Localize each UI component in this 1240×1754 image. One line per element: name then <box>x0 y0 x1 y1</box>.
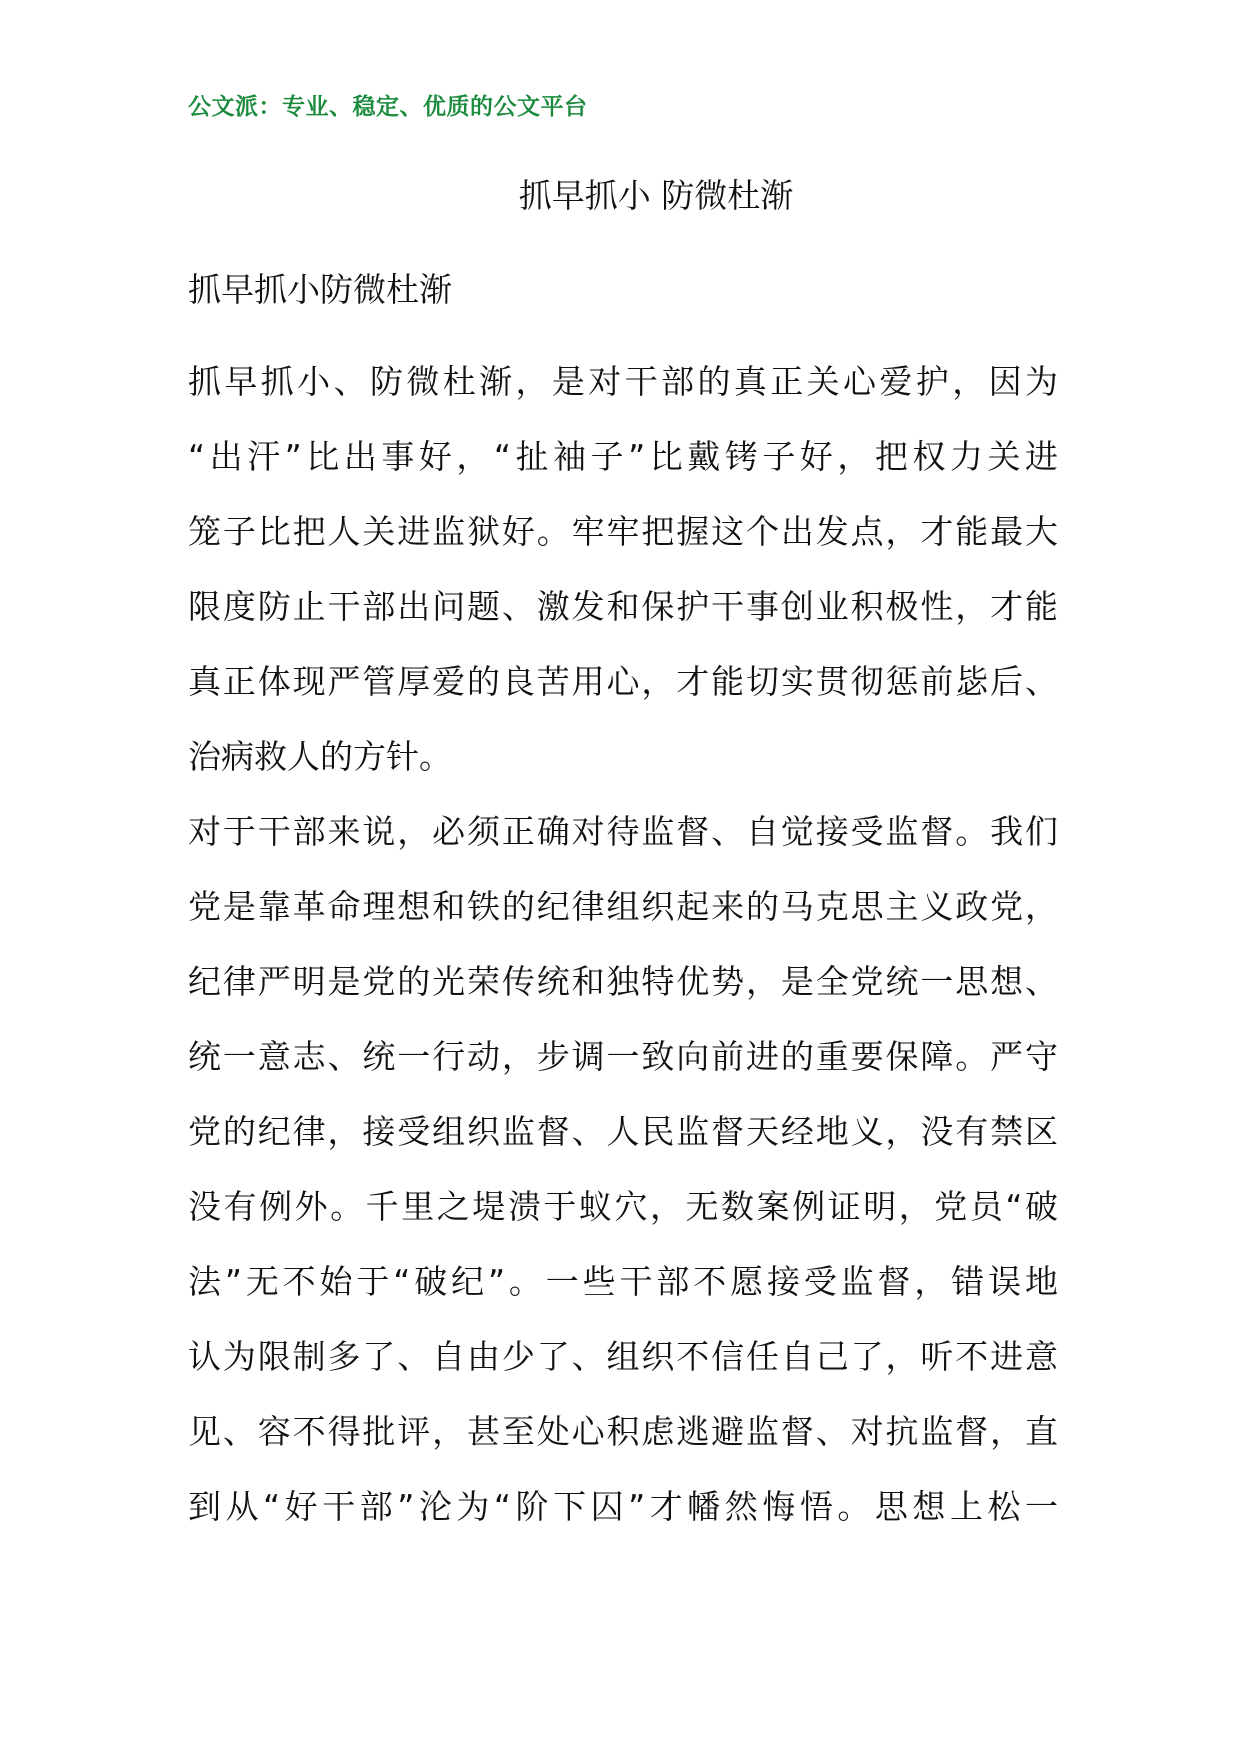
paragraph-line: 限度防止干部出问题、激发和保护干事创业积极性，才能 <box>188 587 1058 626</box>
platform-header-text: 公文派：专业、稳定、优质的公文平台 <box>188 94 588 120</box>
paragraph-line: 真正体现严管厚爱的良苦用心，才能切实贯彻惩前毖后、 <box>188 662 1058 701</box>
paragraph-line: 统一意志、统一行动，步调一致向前进的重要保障。严守 <box>188 1037 1058 1076</box>
paragraph-line: 治病救人的方针。 <box>188 737 452 776</box>
paragraph-line: 对于干部来说，必须正确对待监督、自觉接受监督。我们 <box>188 812 1058 851</box>
document-title <box>0 172 1240 220</box>
paragraph-line: 认为限制多了、自由少了、组织不信任自己了，听不进意 <box>188 1337 1058 1376</box>
paragraph-line: 没有例外。千里之堤溃于蚁穴，无数案例证明，党员“破 <box>188 1187 1058 1226</box>
paragraph-line: 党是靠革命理想和铁的纪律组织起来的马克思主义政党， <box>188 887 1058 926</box>
document-subtitle: 抓早抓小防微杜渐 <box>188 270 452 309</box>
paragraph-line: 纪律严明是党的光荣传统和独特优势，是全党统一思想、 <box>188 962 1058 1001</box>
paragraph-line: 法”无不始于“破纪”。一些干部不愿接受监督，错误地 <box>188 1262 1058 1301</box>
document-title-text: 抓早抓小 防微杜渐 <box>518 176 794 215</box>
paragraph-line: 见、容不得批评，甚至处心积虑逃避监督、对抗监督，直 <box>188 1412 1058 1451</box>
paragraph-1 <box>188 344 1058 794</box>
paragraph-line: 抓早抓小、防微杜渐，是对干部的真正关心爱护，因为 <box>188 362 1058 401</box>
paragraph-line: 党的纪律，接受组织监督、人民监督天经地义，没有禁区 <box>188 1112 1058 1151</box>
paragraph-2 <box>188 794 1058 1544</box>
paragraph-line: “出汗”比出事好，“扯袖子”比戴铐子好，把权力关进 <box>188 437 1058 476</box>
paragraph-line: 笼子比把人关进监狱好。牢牢把握这个出发点，才能最大 <box>188 512 1058 551</box>
paragraph-line: 到从“好干部”沦为“阶下囚”才幡然悔悟。思想上松一 <box>188 1487 1058 1526</box>
